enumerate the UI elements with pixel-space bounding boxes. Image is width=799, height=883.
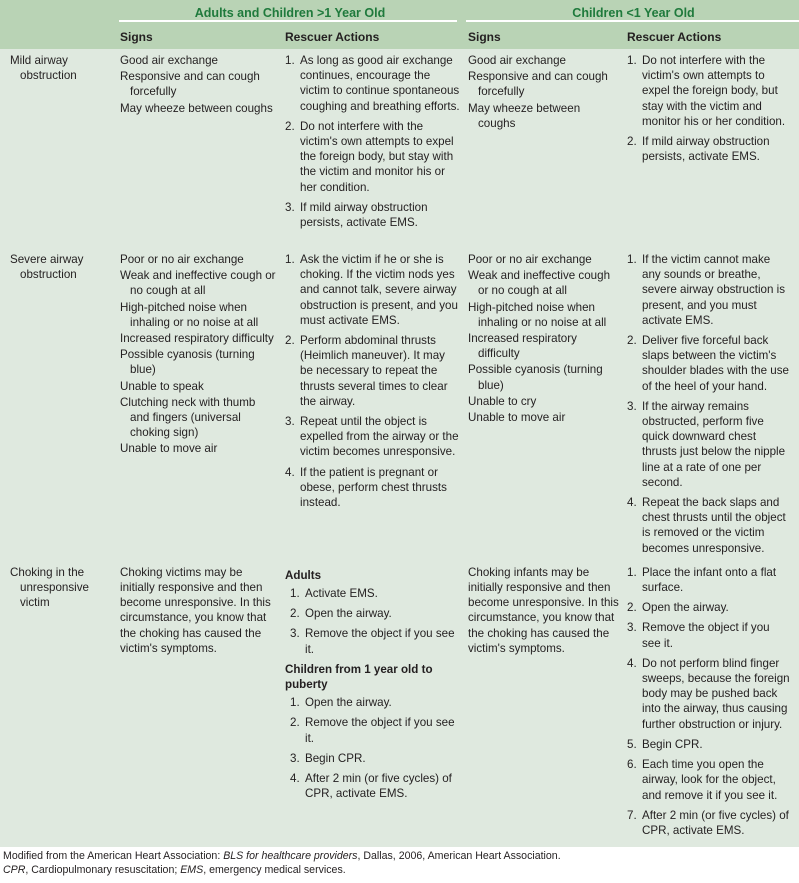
step-number: 2. [627, 334, 637, 348]
action-item [627, 808, 791, 838]
sign-item: High-pitched noise when inhaling or no noise at all [468, 300, 607, 329]
action-text: If the patient is pregnant or obese, perform chest thrusts instead. [300, 465, 447, 510]
row-label [0, 248, 120, 561]
action-item [627, 53, 791, 129]
action-item [290, 695, 460, 710]
divider [466, 20, 799, 22]
row-label [0, 49, 120, 248]
sign-item: Unable to speak [120, 379, 204, 393]
sign-item: Possible cyanosis (turning blue) [468, 363, 603, 392]
abbreviation: EMS [180, 863, 204, 876]
table-row [0, 49, 799, 248]
sign-item: Weak and ineffective cough or no cough at all [120, 269, 276, 298]
sign-item: Responsive and can cough forcefully [120, 70, 260, 99]
action-text: Begin CPR. [642, 737, 703, 751]
divider [119, 20, 457, 22]
step-number: 7. [627, 808, 637, 822]
action-text: Repeat the back slaps and chest thrusts until the object is removed or the victim becomes unresponsive. [642, 496, 786, 555]
action-text: If mild airway obstruction persists, activate EMS. [300, 200, 428, 230]
adult-signs [120, 561, 285, 843]
action-item [627, 252, 791, 328]
column-header-rescuer-actions: Rescuer Actions [627, 30, 722, 44]
action-text: Activate EMS. [305, 587, 378, 601]
step-number: 4. [627, 656, 637, 670]
action-text: Open the airway. [305, 696, 392, 710]
action-item [285, 465, 460, 511]
sign-item: Increased respiratory difficulty [468, 332, 577, 361]
action-item [285, 252, 460, 328]
action-text: Do not perform blind finger sweeps, because the foreign body may be pushed back into the airway, thus causing further obstruction or injury. [642, 656, 790, 731]
step-number: 1. [290, 587, 300, 601]
sign-item: Good air exchange [120, 54, 218, 67]
action-item [627, 620, 791, 650]
step-number: 4. [627, 496, 637, 510]
table-row [0, 248, 799, 561]
action-text: Remove the object if you see it. [305, 627, 455, 656]
adult-actions [285, 49, 468, 248]
adult-signs [120, 49, 285, 248]
action-item [627, 757, 791, 803]
group-header-infants: Children <1 Year Old [572, 6, 695, 20]
source-text: , Dallas, 2006, American Heart Association. [357, 850, 561, 863]
action-list [285, 53, 460, 230]
definition: , Cardiopulmonary resuscitation; [25, 863, 181, 876]
step-number: 3. [285, 200, 295, 214]
action-text: Repeat until the object is expelled from the airway or the victim becomes unresponsive. [300, 415, 459, 459]
step-number: 1. [290, 696, 300, 710]
action-text: Begin CPR. [305, 751, 366, 765]
row-label-text: Severe airway obstruction [10, 253, 84, 282]
step-number: 2. [627, 601, 637, 615]
infant-actions [627, 248, 799, 561]
sign-item: Weak and ineffective cough or no cough at all [468, 269, 611, 298]
action-item [627, 737, 791, 752]
action-text: Do not interfere with the victim's own attempts to expel the foreign body, but stay with the victim and monitor his or her condition. [642, 54, 786, 128]
action-item [627, 656, 791, 732]
action-text: If mild airway obstruction persists, activate EMS. [642, 135, 770, 164]
column-header-signs: Signs [468, 30, 501, 44]
action-text: If the victim cannot make any sounds or breathe, severe airway obstruction is present, and you must activate EMS. [642, 253, 786, 327]
step-number: 2. [627, 135, 637, 149]
sign-item: Good air exchange [468, 54, 566, 67]
step-number: 2. [290, 716, 300, 730]
abbreviation: CPR [3, 863, 26, 876]
sign-item: Unable to move air [120, 442, 218, 456]
step-number: 1. [627, 253, 637, 266]
step-number: 6. [627, 758, 637, 772]
table-header [0, 0, 799, 49]
action-list [285, 695, 460, 801]
column-header-signs: Signs [120, 30, 153, 44]
action-text: Open the airway. [305, 607, 392, 621]
infant-signs [468, 49, 627, 248]
action-item [627, 399, 791, 490]
action-item [290, 626, 460, 656]
step-number: 2. [290, 607, 300, 621]
action-list [627, 565, 791, 838]
sign-item: Poor or no air exchange [120, 253, 244, 266]
infant-signs [468, 561, 627, 843]
action-item [627, 134, 791, 164]
source-text: Modified from the American Heart Association: [3, 850, 224, 863]
signs-text: Choking victims may be initially responsive and then become unresponsive. In this circumstance, you know that the choking has caused the victim's symptoms. [120, 565, 271, 655]
infant-actions [627, 561, 799, 843]
action-text: Place the infant onto a flat surface. [642, 565, 777, 595]
signs-text: Choking infants may be initially responsive and then become unresponsive. In this circumstance, you know that the choking has caused the victim's symptoms. [468, 565, 619, 655]
sign-item: Unable to cry [468, 394, 537, 408]
step-number: 3. [290, 627, 300, 641]
sign-item: Possible cyanosis (turning blue) [120, 348, 255, 377]
sign-item: High-pitched noise when inhaling or no noise at all [120, 300, 259, 329]
adult-actions [285, 248, 468, 561]
step-number: 1. [627, 565, 637, 579]
action-item [290, 771, 460, 801]
action-item [627, 495, 791, 556]
action-item [290, 606, 460, 621]
subheading-children: Children from 1 year old to puberty [285, 662, 433, 692]
table-row [0, 561, 799, 843]
sign-item: Unable to move air [468, 411, 566, 425]
sign-item: Clutching neck with thumb and fingers (universal choking sign) [120, 395, 256, 440]
step-number: 5. [627, 737, 637, 751]
action-text: Remove the object if you see it. [642, 621, 770, 650]
row-label-text: Mild airway obstruction [10, 54, 77, 83]
row-label-text: Choking in the unresponsive victim [10, 565, 89, 610]
step-number: 2. [285, 119, 295, 133]
action-item [285, 414, 460, 460]
action-item [285, 53, 460, 114]
sign-item: May wheeze between coughs [468, 101, 581, 130]
action-item [285, 119, 460, 195]
row-label [0, 561, 120, 843]
action-text: Do not interfere with the victim's own attempts to expel the foreign body, but stay with the victim and monitor his or her condition. [300, 119, 454, 194]
step-number: 3. [627, 621, 637, 635]
step-number: 1. [285, 54, 295, 67]
sign-item: Responsive and can cough forcefully [468, 70, 608, 99]
source-title: BLS for healthcare providers [223, 850, 358, 863]
action-item [290, 586, 460, 601]
action-text: Each time you open the airway, look for the object, and remove it if you see it. [642, 758, 778, 802]
action-item [290, 715, 460, 745]
step-number: 2. [285, 334, 295, 348]
step-number: 1. [285, 253, 295, 266]
action-list [627, 252, 791, 556]
action-list [285, 252, 460, 510]
adult-actions [285, 561, 468, 843]
action-list [627, 53, 791, 164]
action-text: After 2 min (or five cycles) of CPR, activate EMS. [642, 808, 789, 837]
step-number: 4. [290, 772, 300, 786]
action-text: As long as good air exchange continues, encourage the victim to continue spontaneous coughing and breathing efforts. [300, 54, 460, 113]
action-text: After 2 min (or five cycles) of CPR, activate EMS. [305, 772, 452, 801]
group-header-adults: Adults and Children >1 Year Old [194, 6, 386, 20]
sign-item: Poor or no air exchange [468, 253, 592, 266]
action-text: Deliver five forceful back slaps between the victim's shoulder blades with the use of the heel of your hand. [642, 334, 789, 393]
footnote [0, 847, 799, 883]
action-text: Perform abdominal thrusts (Heimlich maneuver). It may be necessary to repeat the thrusts several times to clear the airway. [300, 334, 448, 408]
definition: , emergency medical services. [203, 863, 346, 876]
adult-signs [120, 248, 285, 561]
action-item [290, 751, 460, 766]
sign-item: May wheeze between coughs [120, 101, 273, 115]
action-text: Remove the object if you see it. [305, 716, 455, 745]
action-item [285, 200, 460, 230]
step-number: 3. [627, 399, 637, 413]
sign-item: Increased respiratory difficulty [120, 332, 274, 346]
action-text: Ask the victim if he or she is choking. If the victim nods yes and cannot talk, severe airway obstruction is present, and you must activate EMS. [300, 253, 458, 327]
action-item [627, 565, 791, 595]
table-body [0, 49, 799, 847]
subheading-adults: Adults [285, 568, 322, 582]
step-number: 3. [285, 415, 295, 429]
action-text: If the airway remains obstructed, perform five quick downward chest thrusts just below the nipple line at a rate of one per second. [642, 399, 786, 489]
action-item [627, 333, 791, 394]
column-header-rescuer-actions: Rescuer Actions [285, 30, 380, 44]
action-list [285, 586, 460, 657]
step-number: 1. [627, 54, 637, 67]
action-text: Open the airway. [642, 601, 729, 615]
action-item [627, 600, 791, 615]
infant-signs [468, 248, 627, 561]
step-number: 3. [290, 751, 300, 765]
action-item [285, 333, 460, 409]
step-number: 4. [285, 465, 295, 479]
infant-actions [627, 49, 799, 248]
